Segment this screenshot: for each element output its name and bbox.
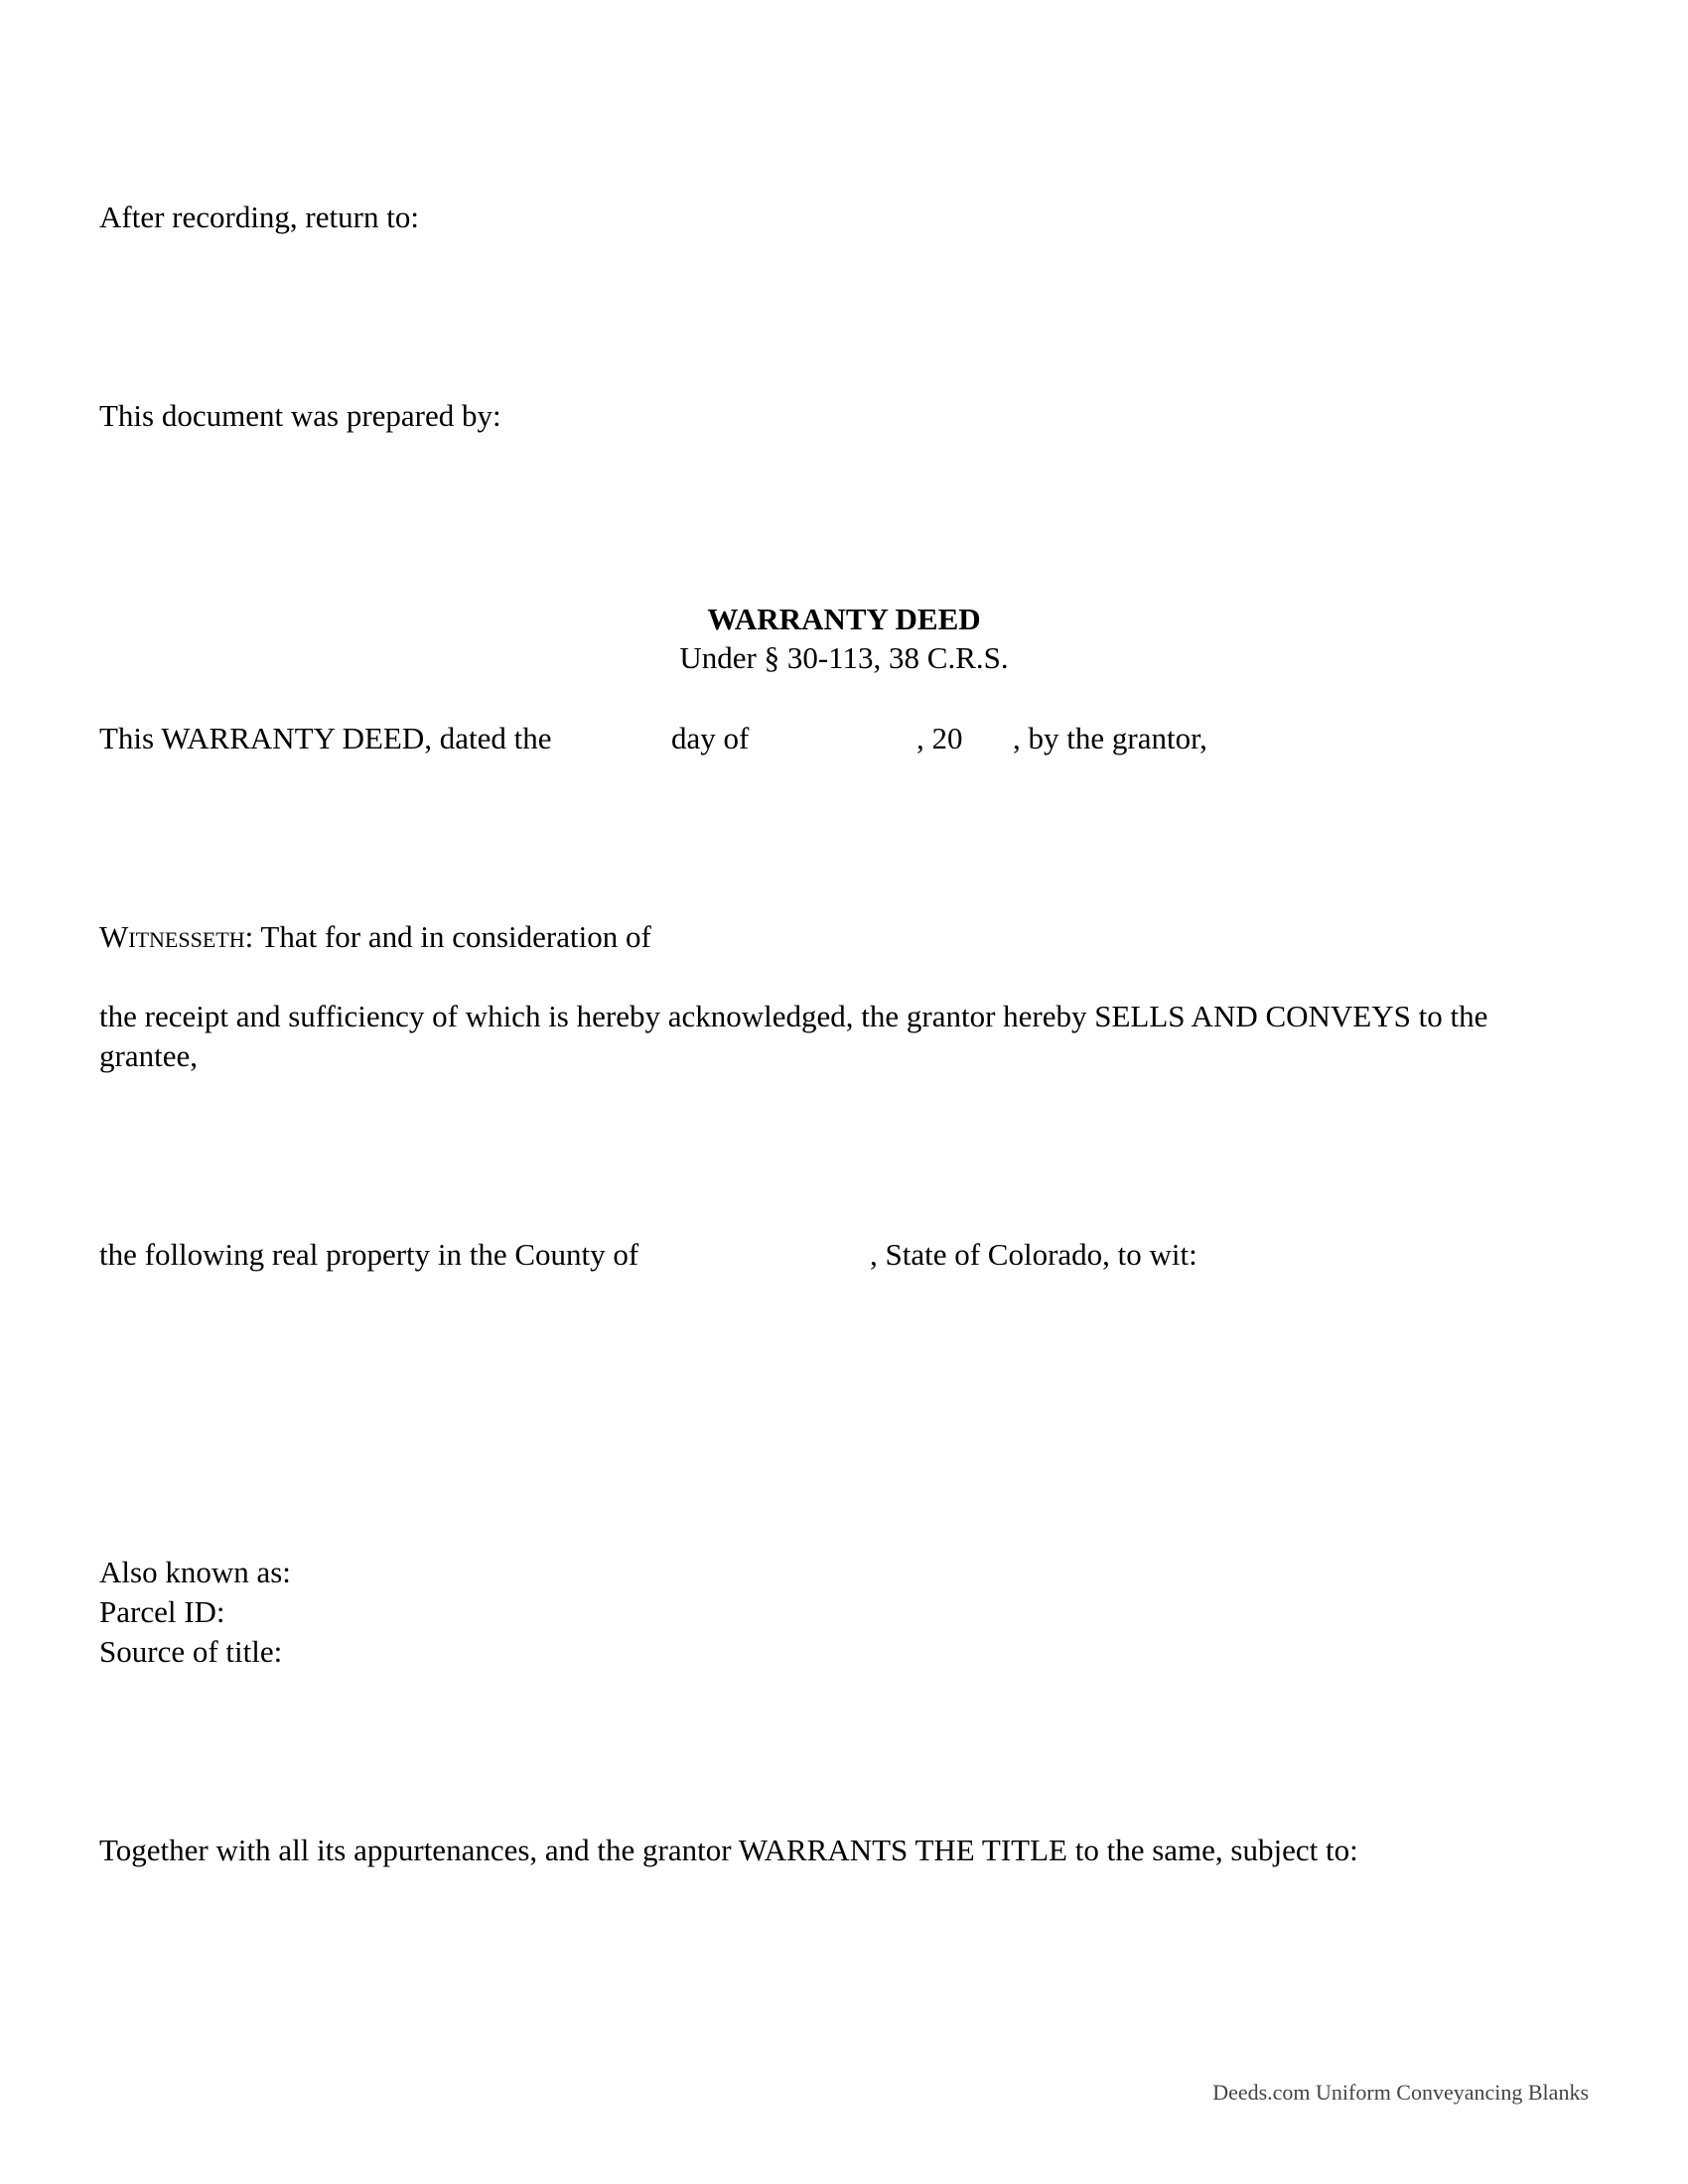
- parcel-id-label: Parcel ID:: [99, 1594, 225, 1629]
- witnesseth-text: That for and in consideration of: [253, 919, 651, 954]
- witnesseth-line: [99, 917, 651, 957]
- return-to-label: After recording, return to:: [99, 200, 419, 234]
- together-line: Together with all its appurtenances, and the grantor WARRANTS THE TITLE to the same, subject to:: [99, 1833, 1358, 1867]
- property-line-part1: the following real property in the County of: [99, 1237, 639, 1272]
- prepared-by-label: This document was prepared by:: [99, 398, 501, 433]
- document-subtitle: Under § 30-113, 38 C.R.S.: [679, 640, 1009, 675]
- dated-line-part1: This WARRANTY DEED, dated the: [99, 721, 552, 755]
- source-of-title-label: Source of title:: [99, 1634, 283, 1669]
- also-known-as-label: Also known as:: [99, 1555, 291, 1589]
- document-title: WARRANTY DEED: [707, 602, 981, 636]
- receipt-paragraph: the receipt and sufficiency of which is hereby acknowledged, the grantor hereby SELLS AND CONVEYS to the grantee,: [99, 999, 1488, 1073]
- dated-line-part3: , 20: [916, 721, 963, 755]
- dated-line-part4: , by the grantor,: [1013, 721, 1207, 755]
- page-footer: Deeds.com Uniform Conveyancing Blanks: [1212, 2080, 1589, 2105]
- property-line-part2: , State of Colorado, to wit:: [870, 1237, 1197, 1272]
- witnesseth-label: Witnesseth:: [99, 919, 254, 954]
- dated-line-part2: day of: [671, 721, 750, 755]
